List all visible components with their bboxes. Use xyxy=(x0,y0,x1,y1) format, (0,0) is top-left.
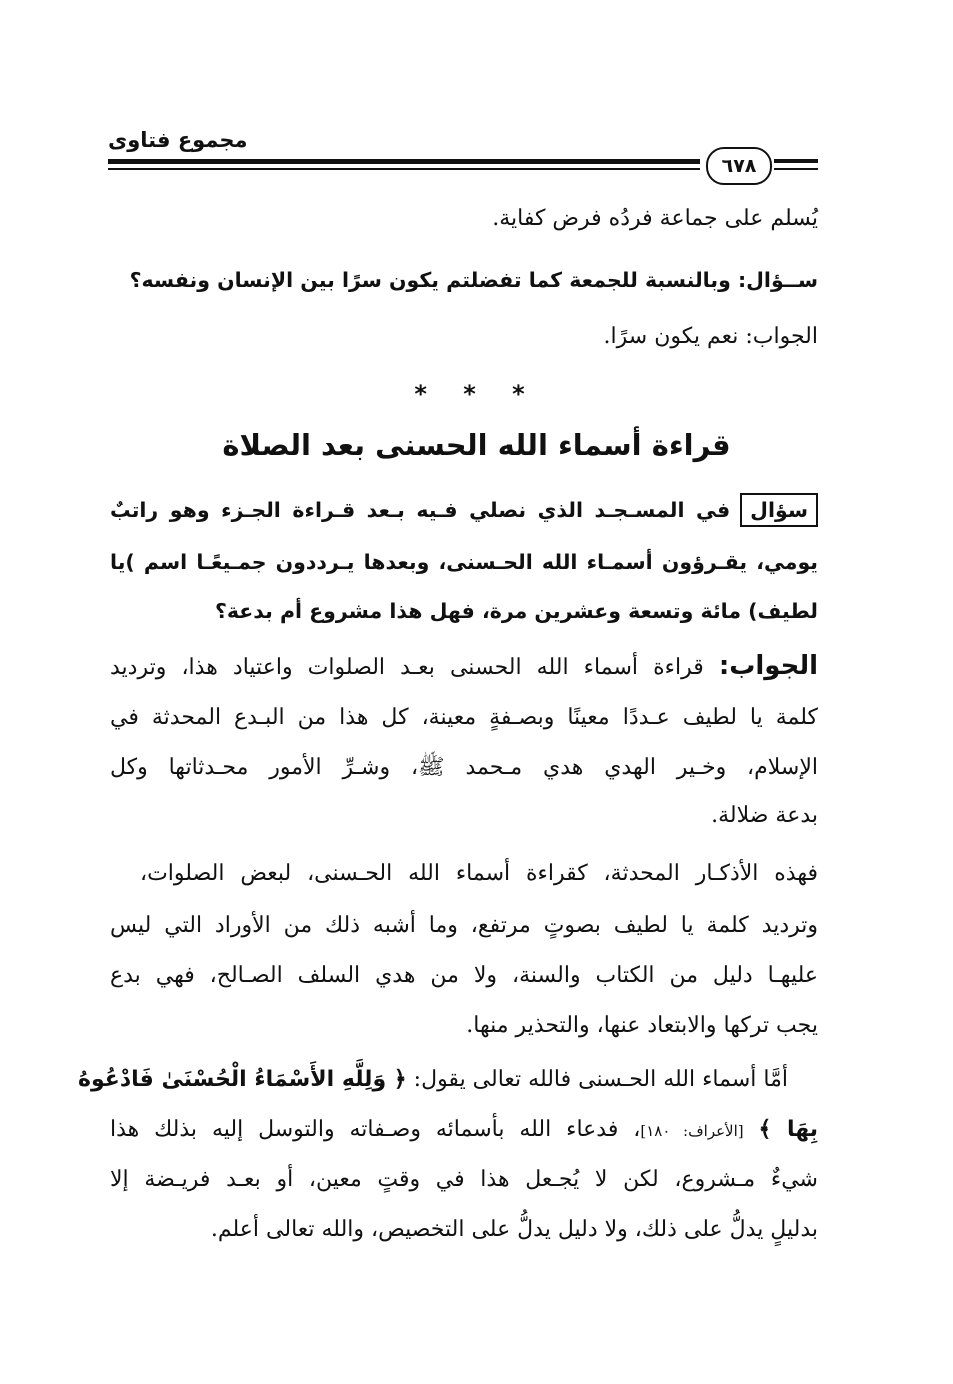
intro-answer: الجواب: نعم يكون سرًا. xyxy=(603,324,818,349)
answer-line: فهذه الأذكـار المحدثة، كقراءة أسماء الله الحـسنى، لبعض الصلوات، xyxy=(140,861,818,886)
answer-line: بدعة ضلالة. xyxy=(711,803,818,828)
book-title: مجموع فتاوى xyxy=(108,128,248,152)
section-separator: * * * xyxy=(414,380,539,408)
section-title: قراءة أسماء الله الحسنى بعد الصلاة xyxy=(222,428,731,462)
intro-question: ســؤال: وبالنسبة للجمعة كما تفضلتم يكون سرًا بين الإنسان ونفسه؟ xyxy=(129,268,818,292)
answer-line: بدليلٍ يدلُّ على ذلك، ولا دليل يدلُّ على التخصيص، والله تعالى أعلم. xyxy=(210,1217,818,1242)
running-header xyxy=(108,128,818,178)
header-rule xyxy=(108,159,700,164)
question-line xyxy=(110,493,818,527)
answer-text: قراءة أسماء الله الحسنى بعـد الصلوات واعتياد هذا، وترديد xyxy=(110,655,704,680)
answer-line: عليهـا دليل من الكتاب والسنة، ولا من هدي السلف الصـالح، فهي بدع xyxy=(110,963,818,988)
answer-label: الجواب: xyxy=(718,651,818,681)
quran-verse-end: بِهَا ﴾ xyxy=(758,1117,818,1142)
question-line: يومي، يقـرؤون أسمـاء الله الحـسنى، وبعدها يـرددون جمـيعًـا اسم )يا xyxy=(110,550,818,574)
answer-text: أمَّا أسماء الله الحـسنى فالله تعالى يقول: xyxy=(413,1067,788,1092)
verse-reference: [الأعراف: ١٨٠] xyxy=(640,1122,744,1140)
page-number: ٦٧٨ xyxy=(706,147,772,185)
question-label: سؤال xyxy=(740,493,818,527)
answer-line: كلمة يا لطيف عـددًا معينًا وبصـفةٍ معينة، كل هذا من البـدع المحدثة في xyxy=(110,705,818,730)
answer-text: ، فدعاء الله بأسمائه وصـفاته والتوسل إليه بذلك هذا xyxy=(110,1117,641,1142)
answer-line xyxy=(78,1064,788,1096)
answer-line xyxy=(110,1114,818,1147)
quran-verse: ﴿ وَلِلَّهِ الأَسْمَاءُ الْحُسْنَىٰ فَادْعُوهُ xyxy=(78,1067,407,1092)
answer-line: وترديد كلمة يا لطيف بصوتٍ مرتفع، وما أشبه ذلك من الأوراد التي ليس xyxy=(110,913,818,938)
header-rule xyxy=(774,168,818,170)
answer-line: يجب تركها والابتعاد عنها، والتحذير منها. xyxy=(466,1013,818,1038)
header-rule xyxy=(774,159,818,163)
header-rule xyxy=(108,168,700,170)
answer-line: شيءٌ مـشروع، لكن لا يُجـعل هذا في وقتٍ معين، أو بعـد فريـضة إلا xyxy=(110,1167,818,1192)
intro-line: يُسلم على جماعة فردُه فرض كفاية. xyxy=(492,206,818,231)
answer-line: الإسلام، وخـير الهدي هدي مـحمد ﷺ، وشـرِّ الأمور محـدثاتها وكل xyxy=(110,755,818,780)
answer-line xyxy=(110,650,818,684)
question-line: لطيف) مائة وتسعة وعشرين مرة، فهل هذا مشروع أم بدعة؟ xyxy=(214,599,818,623)
question-text: في المسـجـد الذي نصلي فـيه بـعد قـراءة الجـزء وهو راتبٌ xyxy=(110,498,731,522)
